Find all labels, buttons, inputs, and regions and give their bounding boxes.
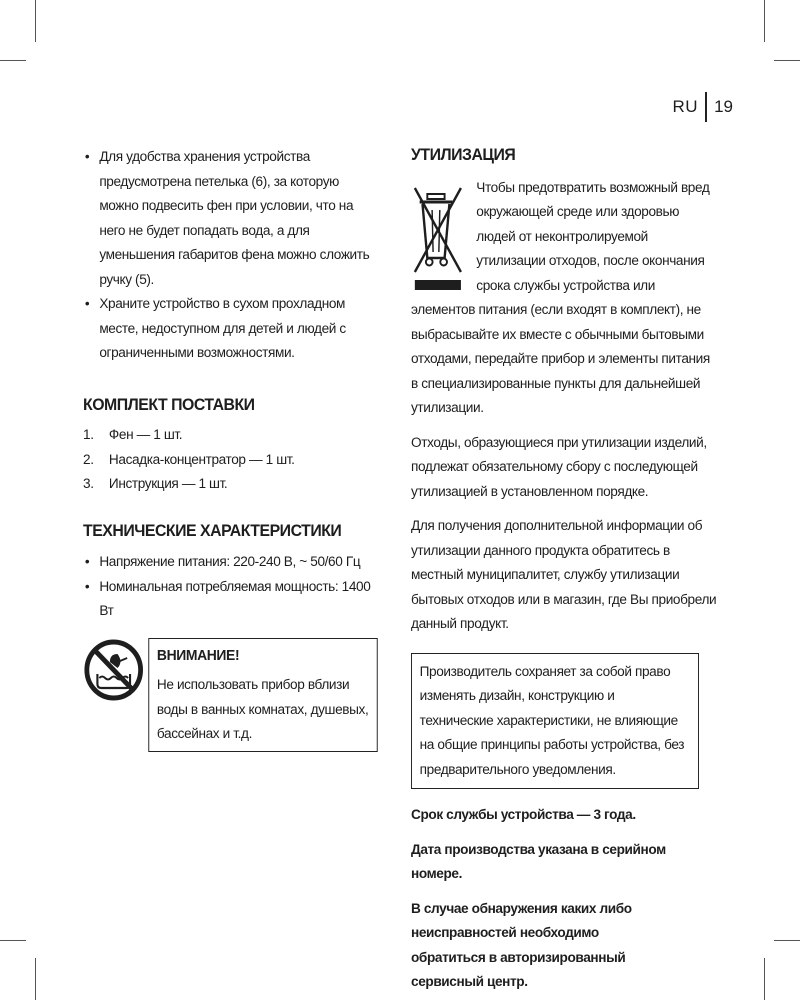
no-water-icon: [83, 638, 144, 702]
production-date: Дата производства указана в серийном номере.: [411, 841, 666, 882]
disposal-section: [411, 176, 716, 637]
disposal-paragraph: Чтобы предотвратить возможный вред окружающей среде или здоровью людей от неконтролируемой утилизации отходов, после окончания срока службы устройства или элементов питания (если входят в комплект), не выбрасывайте их вместе с обычными бытовыми отходами, передайте прибор и элементы питания в специализированные пункты для дальнейшей утилизации.: [411, 179, 710, 416]
crop-mark: [0, 60, 26, 61]
list-item: 1. Фен — 1 шт.: [83, 427, 183, 443]
warning-block: [83, 638, 381, 752]
header-divider: [705, 92, 707, 122]
language-code: RU: [672, 97, 699, 116]
storage-notes: [83, 145, 381, 366]
list-item: • Напряжение питания: 220-240 В, ~ 50/60 Гц: [83, 550, 381, 575]
warning-box: [148, 638, 377, 752]
crop-mark: [774, 60, 800, 61]
list-item: • Для удобства хранения устройства предусмотрена петелька (6), за которую можно подвесить фен при условии, что на него не будет попадать вода, а для уменьшения габаритов фена можно сложить ручку (5).: [83, 145, 381, 292]
disposal-paragraph: Отходы, образующиеся при утилизации изделий, подлежат обязательному сбору с последующей утилизацией в установленном порядке.: [411, 434, 707, 500]
list-item: 3. Инструкция — 1 шт.: [83, 476, 228, 492]
kit-heading: КОМПЛЕКТ ПОСТАВКИ: [83, 395, 255, 414]
manufacturer-notice: Производитель сохраняет за собой право изменять дизайн, конструкцию и технические характеристики, не влияющие на общие принципы работы устройства, без предварительного уведомления.: [411, 653, 699, 790]
crossed-bin-icon: [413, 180, 467, 292]
warning-text: Не использовать прибор вблизи воды в ванных комнатах, душевых, бассейнах и т.д.: [156, 677, 369, 742]
disposal-heading: УТИЛИЗАЦИЯ: [411, 146, 516, 164]
crop-mark: [774, 940, 800, 941]
list-item: 2. Насадка-концентратор — 1 шт.: [83, 451, 295, 468]
page-header: [673, 92, 733, 122]
right-column: [411, 145, 716, 1005]
list-item: • Номинальная потребляемая мощность: 1400 Вт: [83, 575, 381, 624]
tech-heading: ТЕХНИЧЕСКИЕ ХАРАКТЕРИСТИКИ: [83, 521, 342, 540]
tech-list: [83, 550, 381, 624]
list-item: • Храните устройство в сухом прохладном месте, недоступном для детей и людей с ограниченными возможностями.: [83, 292, 381, 366]
crop-mark: [764, 958, 765, 1000]
warning-title: ВНИМАНИЕ!: [156, 647, 240, 664]
page-number: 19: [714, 97, 733, 116]
crop-mark: [35, 0, 36, 42]
left-column: [83, 145, 381, 752]
service-life: Срок службы устройства — 3 года.: [411, 807, 636, 823]
crop-mark: [0, 940, 26, 941]
crop-mark: [35, 958, 36, 1000]
disposal-paragraph: Для получения дополнительной информации об утилизации данного продукта обратитесь в местный муниципалитет, службу утилизации бытовых отходов или в магазин, где Вы приобрели данный продукт.: [411, 518, 717, 632]
crop-mark: [764, 0, 765, 42]
service-center-note: В случае обнаружения каких либо неисправностей необходимо обратиться в авторизированный сервисный центр.: [411, 900, 632, 990]
kit-list: [83, 423, 381, 497]
